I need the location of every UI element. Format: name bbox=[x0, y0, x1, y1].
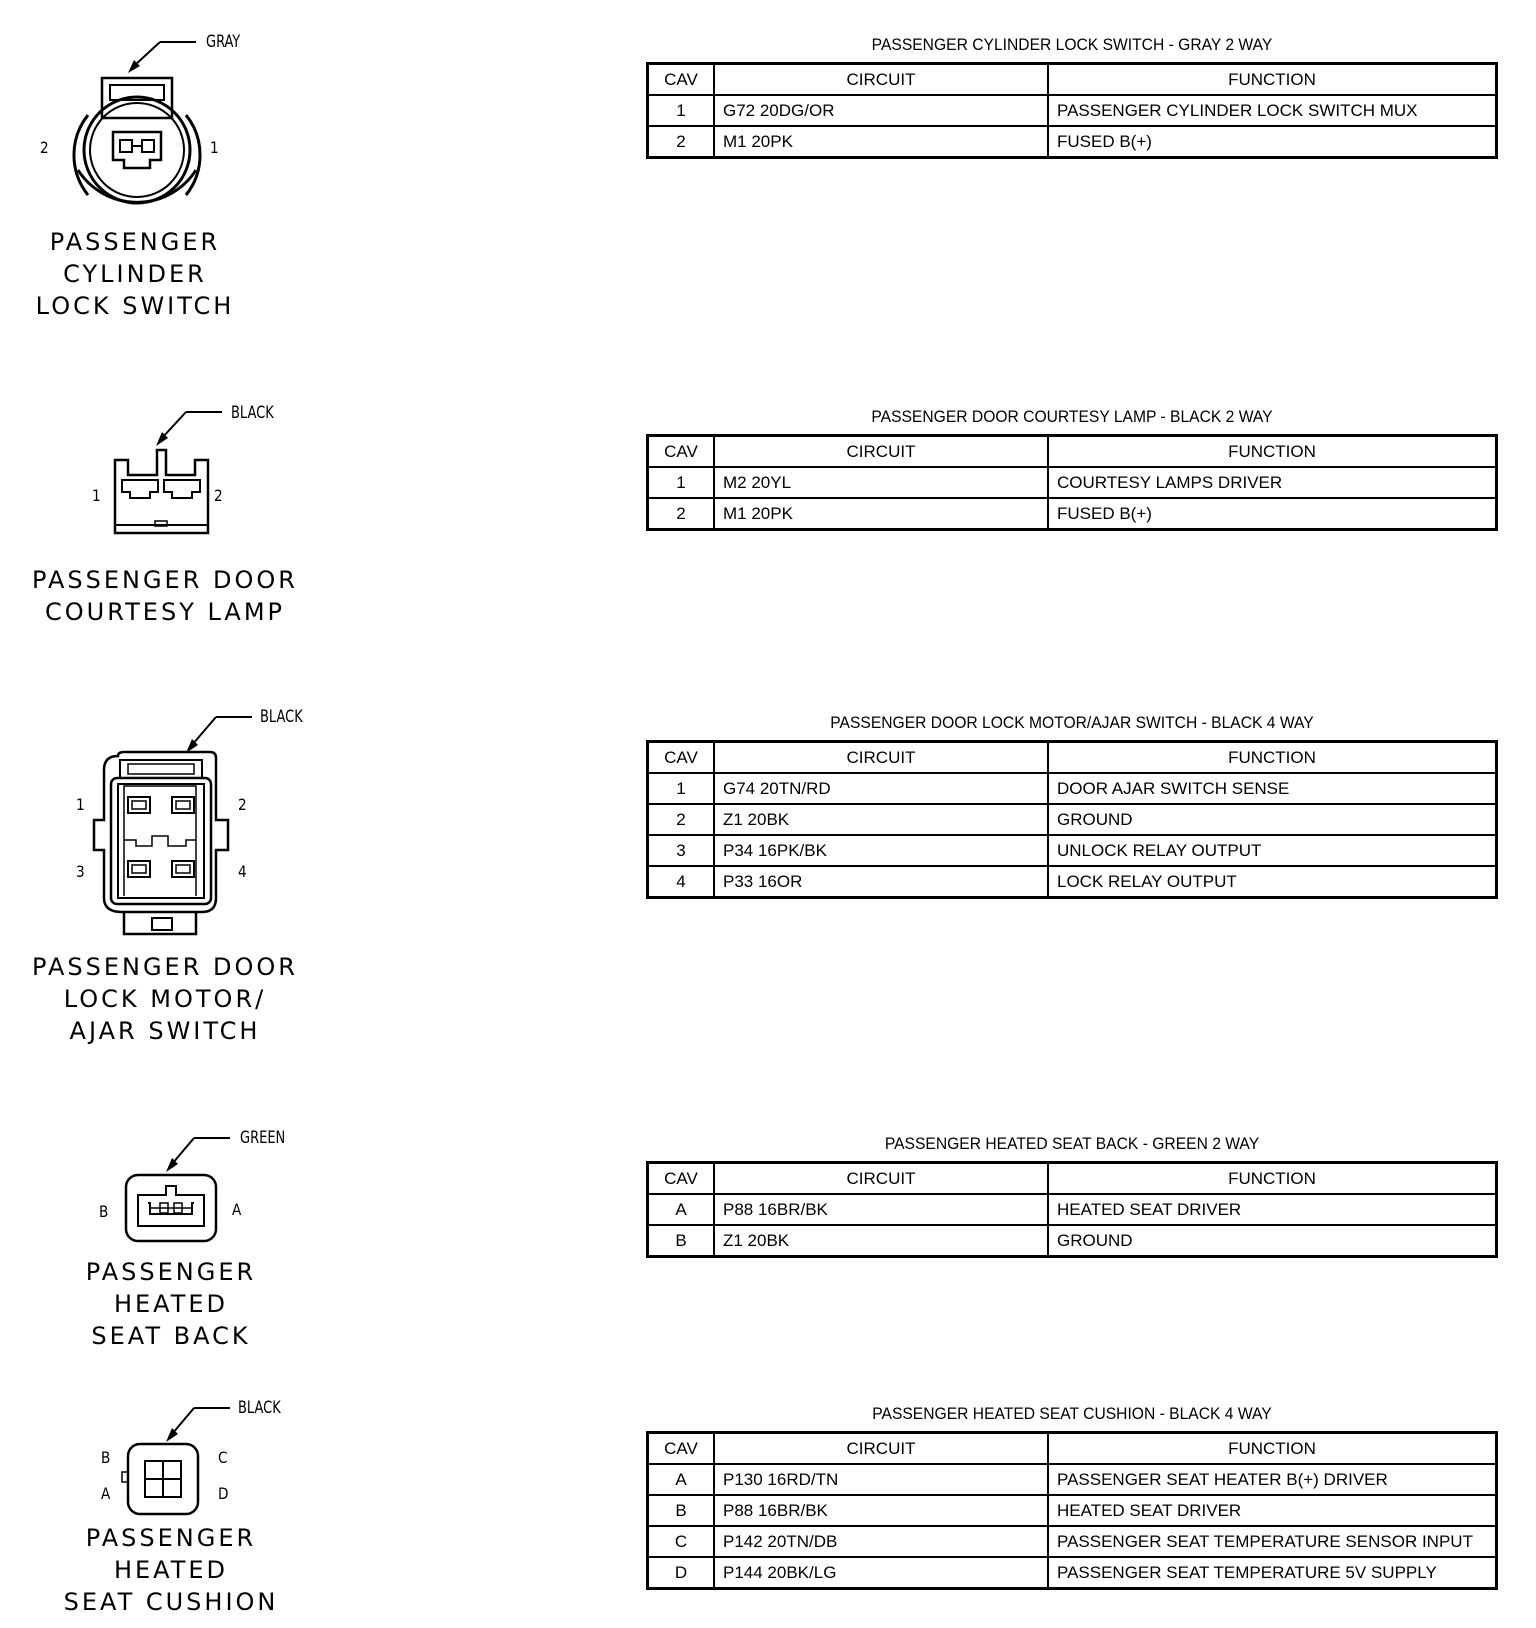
table-header-row bbox=[648, 742, 1497, 774]
connector-drawing-heated-seat-cushion bbox=[0, 0, 340, 1560]
cell-circuit: P33 16OR bbox=[714, 866, 1048, 898]
pin-label: 3 bbox=[76, 862, 85, 881]
header-cav: CAV bbox=[648, 64, 715, 96]
header-circuit: CIRCUIT bbox=[714, 742, 1048, 774]
cell-function: HEATED SEAT DRIVER bbox=[1048, 1495, 1497, 1526]
cell-circuit: M1 20PK bbox=[714, 126, 1048, 158]
table-row bbox=[648, 804, 1497, 835]
pin-label: C bbox=[218, 1448, 228, 1467]
cell-circuit: P142 20TN/DB bbox=[714, 1526, 1048, 1557]
cell-circuit: P130 16RD/TN bbox=[714, 1464, 1048, 1495]
cell-function: PASSENGER CYLINDER LOCK SWITCH MUX bbox=[1048, 95, 1497, 126]
table-row bbox=[648, 1225, 1497, 1257]
table-row bbox=[648, 1495, 1497, 1526]
table-row bbox=[648, 126, 1497, 158]
pin-label: 2 bbox=[214, 486, 223, 505]
cell-circuit: P88 16BR/BK bbox=[714, 1495, 1048, 1526]
table-title: PASSENGER DOOR LOCK MOTOR/AJAR SWITCH - BLACK 4 WAY bbox=[830, 713, 1314, 732]
header-function: FUNCTION bbox=[1048, 64, 1497, 96]
header-circuit: CIRCUIT bbox=[714, 1163, 1048, 1195]
pin-label: A bbox=[101, 1484, 111, 1503]
pin-label: 1 bbox=[76, 795, 85, 814]
table-header-row bbox=[648, 436, 1497, 468]
cell-cav: D bbox=[648, 1557, 715, 1589]
header-cav: CAV bbox=[648, 1163, 715, 1195]
pin-label: 2 bbox=[40, 138, 49, 157]
pin-label: 1 bbox=[92, 486, 101, 505]
cell-function: GROUND bbox=[1048, 804, 1497, 835]
header-cav: CAV bbox=[648, 1433, 715, 1465]
table-row bbox=[648, 1557, 1497, 1589]
table-row bbox=[648, 467, 1497, 498]
cell-cav: 1 bbox=[648, 467, 715, 498]
header-circuit: CIRCUIT bbox=[714, 436, 1048, 468]
cell-function: HEATED SEAT DRIVER bbox=[1048, 1194, 1497, 1225]
cell-cav: B bbox=[648, 1225, 715, 1257]
pin-label: B bbox=[101, 1448, 111, 1467]
cell-circuit: Z1 20BK bbox=[714, 1225, 1048, 1257]
pinout-table bbox=[646, 434, 1498, 531]
table-row bbox=[648, 1194, 1497, 1225]
table-header-row bbox=[648, 1433, 1497, 1465]
table-title: PASSENGER HEATED SEAT BACK - GREEN 2 WAY bbox=[884, 1134, 1260, 1153]
cell-cav: 1 bbox=[648, 773, 715, 804]
pin-label: 4 bbox=[238, 862, 247, 881]
connector-figure-label: PASSENGER HEATED SEAT BACK bbox=[85, 1258, 257, 1350]
cell-cav: 1 bbox=[648, 95, 715, 126]
cell-cav: B bbox=[648, 1495, 715, 1526]
table-row bbox=[648, 498, 1497, 530]
cell-cav: 2 bbox=[648, 804, 715, 835]
connector-color-label: GRAY bbox=[206, 32, 241, 52]
header-circuit: CIRCUIT bbox=[714, 1433, 1048, 1465]
connector-color-label: BLACK bbox=[231, 403, 274, 423]
header-cav: CAV bbox=[648, 742, 715, 774]
cell-function: PASSENGER SEAT HEATER B(+) DRIVER bbox=[1048, 1464, 1497, 1495]
table-row bbox=[648, 835, 1497, 866]
header-function: FUNCTION bbox=[1048, 1433, 1497, 1465]
cell-cav: 3 bbox=[648, 835, 715, 866]
connector-color-label: GREEN bbox=[240, 1128, 286, 1148]
connector-figure-label: PASSENGER DOOR COURTESY LAMP bbox=[32, 566, 298, 626]
cell-circuit: P144 20BK/LG bbox=[714, 1557, 1048, 1589]
cell-function: PASSENGER SEAT TEMPERATURE SENSOR INPUT bbox=[1048, 1526, 1497, 1557]
header-function: FUNCTION bbox=[1048, 742, 1497, 774]
cell-function: GROUND bbox=[1048, 1225, 1497, 1257]
cell-function: LOCK RELAY OUTPUT bbox=[1048, 866, 1497, 898]
table-row bbox=[648, 1526, 1497, 1557]
pinout-table bbox=[646, 1431, 1498, 1590]
cell-cav: A bbox=[648, 1194, 715, 1225]
cell-function: DOOR AJAR SWITCH SENSE bbox=[1048, 773, 1497, 804]
pinout-table bbox=[646, 1161, 1498, 1258]
table-header-row bbox=[648, 1163, 1497, 1195]
cell-circuit: G72 20DG/OR bbox=[714, 95, 1048, 126]
pinout-table bbox=[646, 740, 1498, 899]
cell-circuit: M1 20PK bbox=[714, 498, 1048, 530]
cell-function: FUSED B(+) bbox=[1048, 498, 1497, 530]
table-row bbox=[648, 866, 1497, 898]
pin-label: D bbox=[218, 1484, 229, 1503]
connector-color-label: BLACK bbox=[260, 707, 303, 727]
connector-figure-label: PASSENGER CYLINDER LOCK SWITCH bbox=[35, 228, 235, 320]
cell-function: UNLOCK RELAY OUTPUT bbox=[1048, 835, 1497, 866]
table-row bbox=[648, 1464, 1497, 1495]
header-function: FUNCTION bbox=[1048, 436, 1497, 468]
cell-cav: C bbox=[648, 1526, 715, 1557]
connector-color-label: BLACK bbox=[238, 1398, 281, 1418]
cell-function: FUSED B(+) bbox=[1048, 126, 1497, 158]
table-title: PASSENGER CYLINDER LOCK SWITCH - GRAY 2 WAY bbox=[871, 35, 1273, 54]
table-title: PASSENGER DOOR COURTESY LAMP - BLACK 2 WAY bbox=[871, 407, 1273, 426]
table-title: PASSENGER HEATED SEAT CUSHION - BLACK 4 WAY bbox=[872, 1404, 1272, 1423]
cell-circuit: Z1 20BK bbox=[714, 804, 1048, 835]
table-row bbox=[648, 773, 1497, 804]
cell-circuit: P88 16BR/BK bbox=[714, 1194, 1048, 1225]
pin-label: 1 bbox=[210, 138, 219, 157]
connector-figure-label: PASSENGER HEATED SEAT CUSHION bbox=[63, 1524, 279, 1616]
pin-label: 2 bbox=[238, 795, 247, 814]
header-cav: CAV bbox=[648, 436, 715, 468]
cell-cav: 2 bbox=[648, 498, 715, 530]
cell-function: COURTESY LAMPS DRIVER bbox=[1048, 467, 1497, 498]
header-circuit: CIRCUIT bbox=[714, 64, 1048, 96]
cell-cav: 4 bbox=[648, 866, 715, 898]
cell-circuit: P34 16PK/BK bbox=[714, 835, 1048, 866]
cell-cav: A bbox=[648, 1464, 715, 1495]
pin-label: B bbox=[99, 1202, 109, 1221]
table-header-row bbox=[648, 64, 1497, 96]
cell-function: PASSENGER SEAT TEMPERATURE 5V SUPPLY bbox=[1048, 1557, 1497, 1589]
cell-cav: 2 bbox=[648, 126, 715, 158]
connector-figure-label: PASSENGER DOOR LOCK MOTOR/ AJAR SWITCH bbox=[32, 953, 298, 1045]
cell-circuit: M2 20YL bbox=[714, 467, 1048, 498]
table-row bbox=[648, 95, 1497, 126]
pin-label: A bbox=[232, 1200, 242, 1219]
header-function: FUNCTION bbox=[1048, 1163, 1497, 1195]
pinout-table bbox=[646, 62, 1498, 159]
cell-circuit: G74 20TN/RD bbox=[714, 773, 1048, 804]
